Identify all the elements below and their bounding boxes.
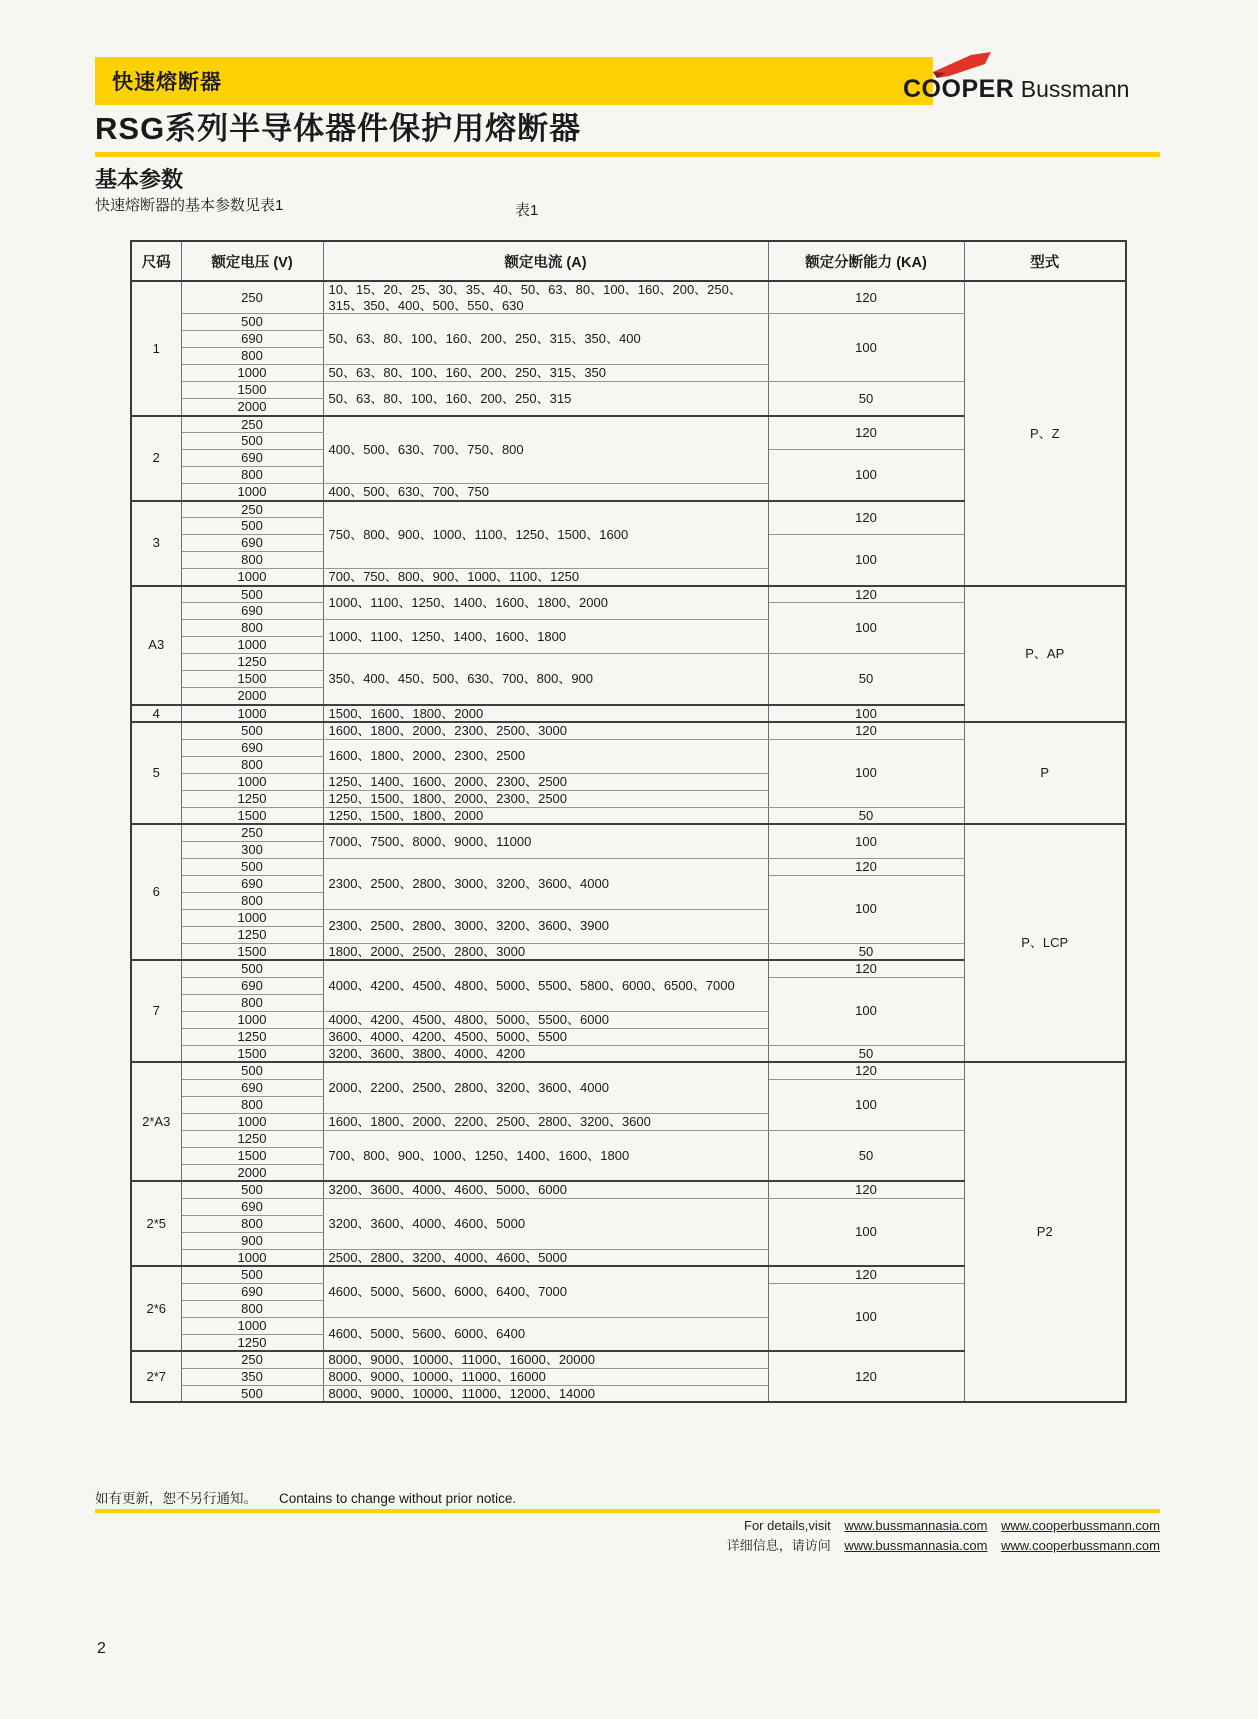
voltage-cell: 500 [181, 858, 323, 875]
ka-cell: 100 [768, 977, 964, 1045]
size-cell: 2*6 [131, 1266, 181, 1351]
current-cell: 2300、2500、2800、3000、3200、3600、4000 [323, 858, 768, 909]
voltage-cell: 1000 [181, 909, 323, 926]
voltage-cell: 500 [181, 1181, 323, 1198]
type-cell: P、LCP [964, 824, 1126, 1062]
voltage-cell: 1000 [181, 1317, 323, 1334]
voltage-cell: 1250 [181, 1028, 323, 1045]
voltage-cell: 800 [181, 994, 323, 1011]
current-cell: 10、15、20、25、30、35、40、50、63、80、100、160、200、250、315、350、400、500、550、630 [323, 281, 768, 314]
ka-cell: 50 [768, 1130, 964, 1181]
section-heading: 基本参数 [95, 167, 184, 192]
type-cell: P、AP [964, 586, 1126, 723]
current-cell: 3200、3600、4000、4600、5000、6000 [323, 1181, 768, 1198]
type-cell: P2 [964, 1062, 1126, 1402]
ka-cell: 100 [768, 603, 964, 654]
voltage-cell: 1000 [181, 365, 323, 382]
ka-cell: 100 [768, 314, 964, 382]
ka-cell: 100 [768, 739, 964, 807]
size-cell: 6 [131, 824, 181, 960]
ka-cell: 120 [768, 501, 964, 535]
table-row [131, 281, 1126, 314]
voltage-cell: 690 [181, 977, 323, 994]
table-caption: 表1 [515, 202, 539, 219]
voltage-cell: 800 [181, 892, 323, 909]
ka-cell: 50 [768, 382, 964, 416]
current-cell: 4000、4200、4500、4800、5000、5500、5800、6000、6500、7000 [323, 960, 768, 1011]
current-cell: 1000、1100、1250、1400、1600、1800 [323, 620, 768, 654]
current-cell: 50、63、80、100、160、200、250、315、350、400 [323, 314, 768, 365]
voltage-cell: 1250 [181, 790, 323, 807]
logo-text [903, 75, 1129, 104]
voltage-cell: 690 [181, 331, 323, 348]
ka-cell: 120 [768, 416, 964, 450]
voltage-cell: 690 [181, 1283, 323, 1300]
voltage-cell: 800 [181, 756, 323, 773]
ka-cell: 120 [768, 1266, 964, 1283]
voltage-cell: 800 [181, 348, 323, 365]
yellow-divider-bottom [95, 1509, 1160, 1513]
voltage-cell: 1500 [181, 807, 323, 824]
current-cell: 2500、2800、3200、4000、4600、5000 [323, 1249, 768, 1266]
link-bussmannasia-zh[interactable]: www.bussmannasia.com [844, 1538, 988, 1553]
voltage-cell: 690 [181, 450, 323, 467]
current-cell: 2300、2500、2800、3000、3200、3600、3900 [323, 909, 768, 943]
size-cell: 2*7 [131, 1351, 181, 1402]
current-cell: 400、500、630、700、750 [323, 484, 768, 501]
table-header-row [131, 241, 1126, 281]
voltage-cell: 2000 [181, 1164, 323, 1181]
current-cell: 4600、5000、5600、6000、6400、7000 [323, 1266, 768, 1317]
header-type: 型式 [964, 241, 1126, 281]
voltage-cell: 500 [181, 433, 323, 450]
voltage-cell: 350 [181, 1368, 323, 1385]
ka-cell: 100 [768, 824, 964, 858]
ka-cell: 50 [768, 654, 964, 705]
voltage-cell: 690 [181, 535, 323, 552]
voltage-cell: 690 [181, 739, 323, 756]
ka-cell: 120 [768, 722, 964, 739]
ka-cell: 120 [768, 858, 964, 875]
footer-note-en: Contains to change without prior notice. [279, 1491, 517, 1506]
header-rated-current: 额定电流 (A) [323, 241, 768, 281]
voltage-cell: 1500 [181, 943, 323, 960]
link-cooperbussmann-zh[interactable]: www.cooperbussmann.com [1001, 1538, 1160, 1553]
current-cell: 750、800、900、1000、1100、1250、1500、1600 [323, 501, 768, 569]
current-cell: 1600、1800、2000、2300、2500 [323, 739, 768, 773]
table-row [131, 1062, 1126, 1079]
ka-cell: 120 [768, 1351, 964, 1402]
voltage-cell: 250 [181, 1351, 323, 1368]
logo-bussmann: Bussmann [1014, 76, 1130, 102]
voltage-cell: 2000 [181, 688, 323, 705]
voltage-cell: 500 [181, 1385, 323, 1402]
voltage-cell: 1000 [181, 484, 323, 501]
voltage-cell: 1000 [181, 705, 323, 723]
current-cell: 700、750、800、900、1000、1100、1250 [323, 569, 768, 586]
current-cell: 3600、4000、4200、4500、5000、5500 [323, 1028, 768, 1045]
type-cell: P [964, 722, 1126, 824]
voltage-cell: 1250 [181, 926, 323, 943]
table-row [131, 586, 1126, 603]
voltage-cell: 2000 [181, 399, 323, 416]
voltage-cell: 800 [181, 552, 323, 569]
voltage-cell: 800 [181, 1300, 323, 1317]
footer-note-zh: 如有更新，恕不另行通知。 [95, 1491, 257, 1506]
voltage-cell: 500 [181, 586, 323, 603]
voltage-cell: 250 [181, 501, 323, 518]
header-rated-voltage: 额定电压 (V) [181, 241, 323, 281]
size-cell: 2*A3 [131, 1062, 181, 1181]
current-cell: 7000、7500、8000、9000、11000 [323, 824, 768, 858]
cooper-bussmann-logo [903, 50, 1163, 104]
voltage-cell: 300 [181, 841, 323, 858]
category-banner [95, 57, 933, 105]
link-cooperbussmann[interactable]: www.cooperbussmann.com [1001, 1518, 1160, 1533]
table-row [131, 722, 1126, 739]
current-cell: 1250、1500、1800、2000 [323, 807, 768, 824]
ka-cell: 100 [768, 875, 964, 943]
current-cell: 350、400、450、500、630、700、800、900 [323, 654, 768, 705]
current-cell: 1800、2000、2500、2800、3000 [323, 943, 768, 960]
voltage-cell: 690 [181, 1079, 323, 1096]
footer-note [95, 1487, 516, 1507]
voltage-cell: 500 [181, 1062, 323, 1079]
voltage-cell: 250 [181, 281, 323, 314]
voltage-cell: 250 [181, 416, 323, 433]
current-cell: 8000、9000、10000、11000、16000、20000 [323, 1351, 768, 1368]
footer-links [727, 1516, 1160, 1556]
parameters-table [130, 240, 1127, 1403]
ka-cell: 100 [768, 1079, 964, 1130]
size-cell: 7 [131, 960, 181, 1062]
link-bussmannasia[interactable]: www.bussmannasia.com [844, 1518, 988, 1533]
current-cell: 2000、2200、2500、2800、3200、3600、4000 [323, 1062, 768, 1113]
voltage-cell: 500 [181, 960, 323, 977]
size-cell: 4 [131, 705, 181, 723]
footer-links-line-zh [727, 1536, 1160, 1556]
size-cell: 2 [131, 416, 181, 501]
voltage-cell: 1500 [181, 1045, 323, 1062]
page-title: RSG系列半导体器件保护用熔断器 [95, 111, 582, 146]
voltage-cell: 1250 [181, 1334, 323, 1351]
voltage-cell: 800 [181, 1096, 323, 1113]
current-cell: 50、63、80、100、160、200、250、315 [323, 382, 768, 416]
ka-cell: 120 [768, 1062, 964, 1079]
current-cell: 4600、5000、5600、6000、6400 [323, 1317, 768, 1351]
current-cell: 50、63、80、100、160、200、250、315、350 [323, 365, 768, 382]
voltage-cell: 800 [181, 1215, 323, 1232]
ka-cell: 100 [768, 1198, 964, 1266]
ka-cell: 120 [768, 281, 964, 314]
header-size: 尺码 [131, 241, 181, 281]
footer-links-prefix-en: For details,visit [744, 1518, 831, 1533]
voltage-cell: 1250 [181, 1130, 323, 1147]
voltage-cell: 1000 [181, 637, 323, 654]
size-cell: 5 [131, 722, 181, 824]
voltage-cell: 1000 [181, 569, 323, 586]
current-cell: 400、500、630、700、750、800 [323, 416, 768, 484]
voltage-cell: 500 [181, 518, 323, 535]
header-breaking-capacity: 额定分断能力 (KA) [768, 241, 964, 281]
footer-links-prefix-zh: 详细信息，请访问 [726, 1538, 831, 1553]
ka-cell: 120 [768, 586, 964, 603]
voltage-cell: 1000 [181, 773, 323, 790]
type-cell: P、Z [964, 281, 1126, 586]
current-cell: 1000、1100、1250、1400、1600、1800、2000 [323, 586, 768, 620]
ka-cell: 100 [768, 1283, 964, 1351]
ka-cell: 100 [768, 450, 964, 501]
current-cell: 1250、1400、1600、2000、2300、2500 [323, 773, 768, 790]
ka-cell: 100 [768, 705, 964, 723]
current-cell: 4000、4200、4500、4800、5000、5500、6000 [323, 1011, 768, 1028]
voltage-cell: 1000 [181, 1249, 323, 1266]
size-cell: 2*5 [131, 1181, 181, 1266]
voltage-cell: 690 [181, 1198, 323, 1215]
voltage-cell: 1000 [181, 1011, 323, 1028]
voltage-cell: 1500 [181, 382, 323, 399]
voltage-cell: 1250 [181, 654, 323, 671]
size-cell: 3 [131, 501, 181, 586]
voltage-cell: 690 [181, 875, 323, 892]
current-cell: 8000、9000、10000、11000、12000、14000 [323, 1385, 768, 1402]
ka-cell: 50 [768, 1045, 964, 1062]
current-cell: 3200、3600、3800、4000、4200 [323, 1045, 768, 1062]
section-intro: 快速熔断器的基本参数见表1 [95, 197, 284, 214]
voltage-cell: 1500 [181, 1147, 323, 1164]
voltage-cell: 900 [181, 1232, 323, 1249]
voltage-cell: 800 [181, 467, 323, 484]
category-label: 快速熔断器 [112, 71, 222, 94]
voltage-cell: 500 [181, 1266, 323, 1283]
ka-cell: 50 [768, 943, 964, 960]
voltage-cell: 690 [181, 603, 323, 620]
current-cell: 700、800、900、1000、1250、1400、1600、1800 [323, 1130, 768, 1181]
voltage-cell: 500 [181, 722, 323, 739]
current-cell: 3200、3600、4000、4600、5000 [323, 1198, 768, 1249]
table-row [131, 824, 1126, 841]
size-cell: 1 [131, 281, 181, 416]
ka-cell: 120 [768, 1181, 964, 1198]
current-cell: 8000、9000、10000、11000、16000 [323, 1368, 768, 1385]
ka-cell: 50 [768, 807, 964, 824]
current-cell: 1600、1800、2000、2200、2500、2800、3200、3600 [323, 1113, 768, 1130]
ka-cell: 100 [768, 535, 964, 586]
voltage-cell: 500 [181, 314, 323, 331]
ka-cell: 120 [768, 960, 964, 977]
current-cell: 1500、1600、1800、2000 [323, 705, 768, 723]
current-cell: 1600、1800、2000、2300、2500、3000 [323, 722, 768, 739]
current-cell: 1250、1500、1800、2000、2300、2500 [323, 790, 768, 807]
voltage-cell: 1000 [181, 1113, 323, 1130]
voltage-cell: 800 [181, 620, 323, 637]
voltage-cell: 250 [181, 824, 323, 841]
yellow-divider-top [95, 152, 1160, 157]
logo-cooper: COOPER [903, 75, 1015, 103]
footer-links-line-en [727, 1516, 1160, 1536]
voltage-cell: 1500 [181, 671, 323, 688]
size-cell: A3 [131, 586, 181, 705]
page-number: 2 [97, 1640, 106, 1657]
table-body [131, 281, 1126, 1402]
